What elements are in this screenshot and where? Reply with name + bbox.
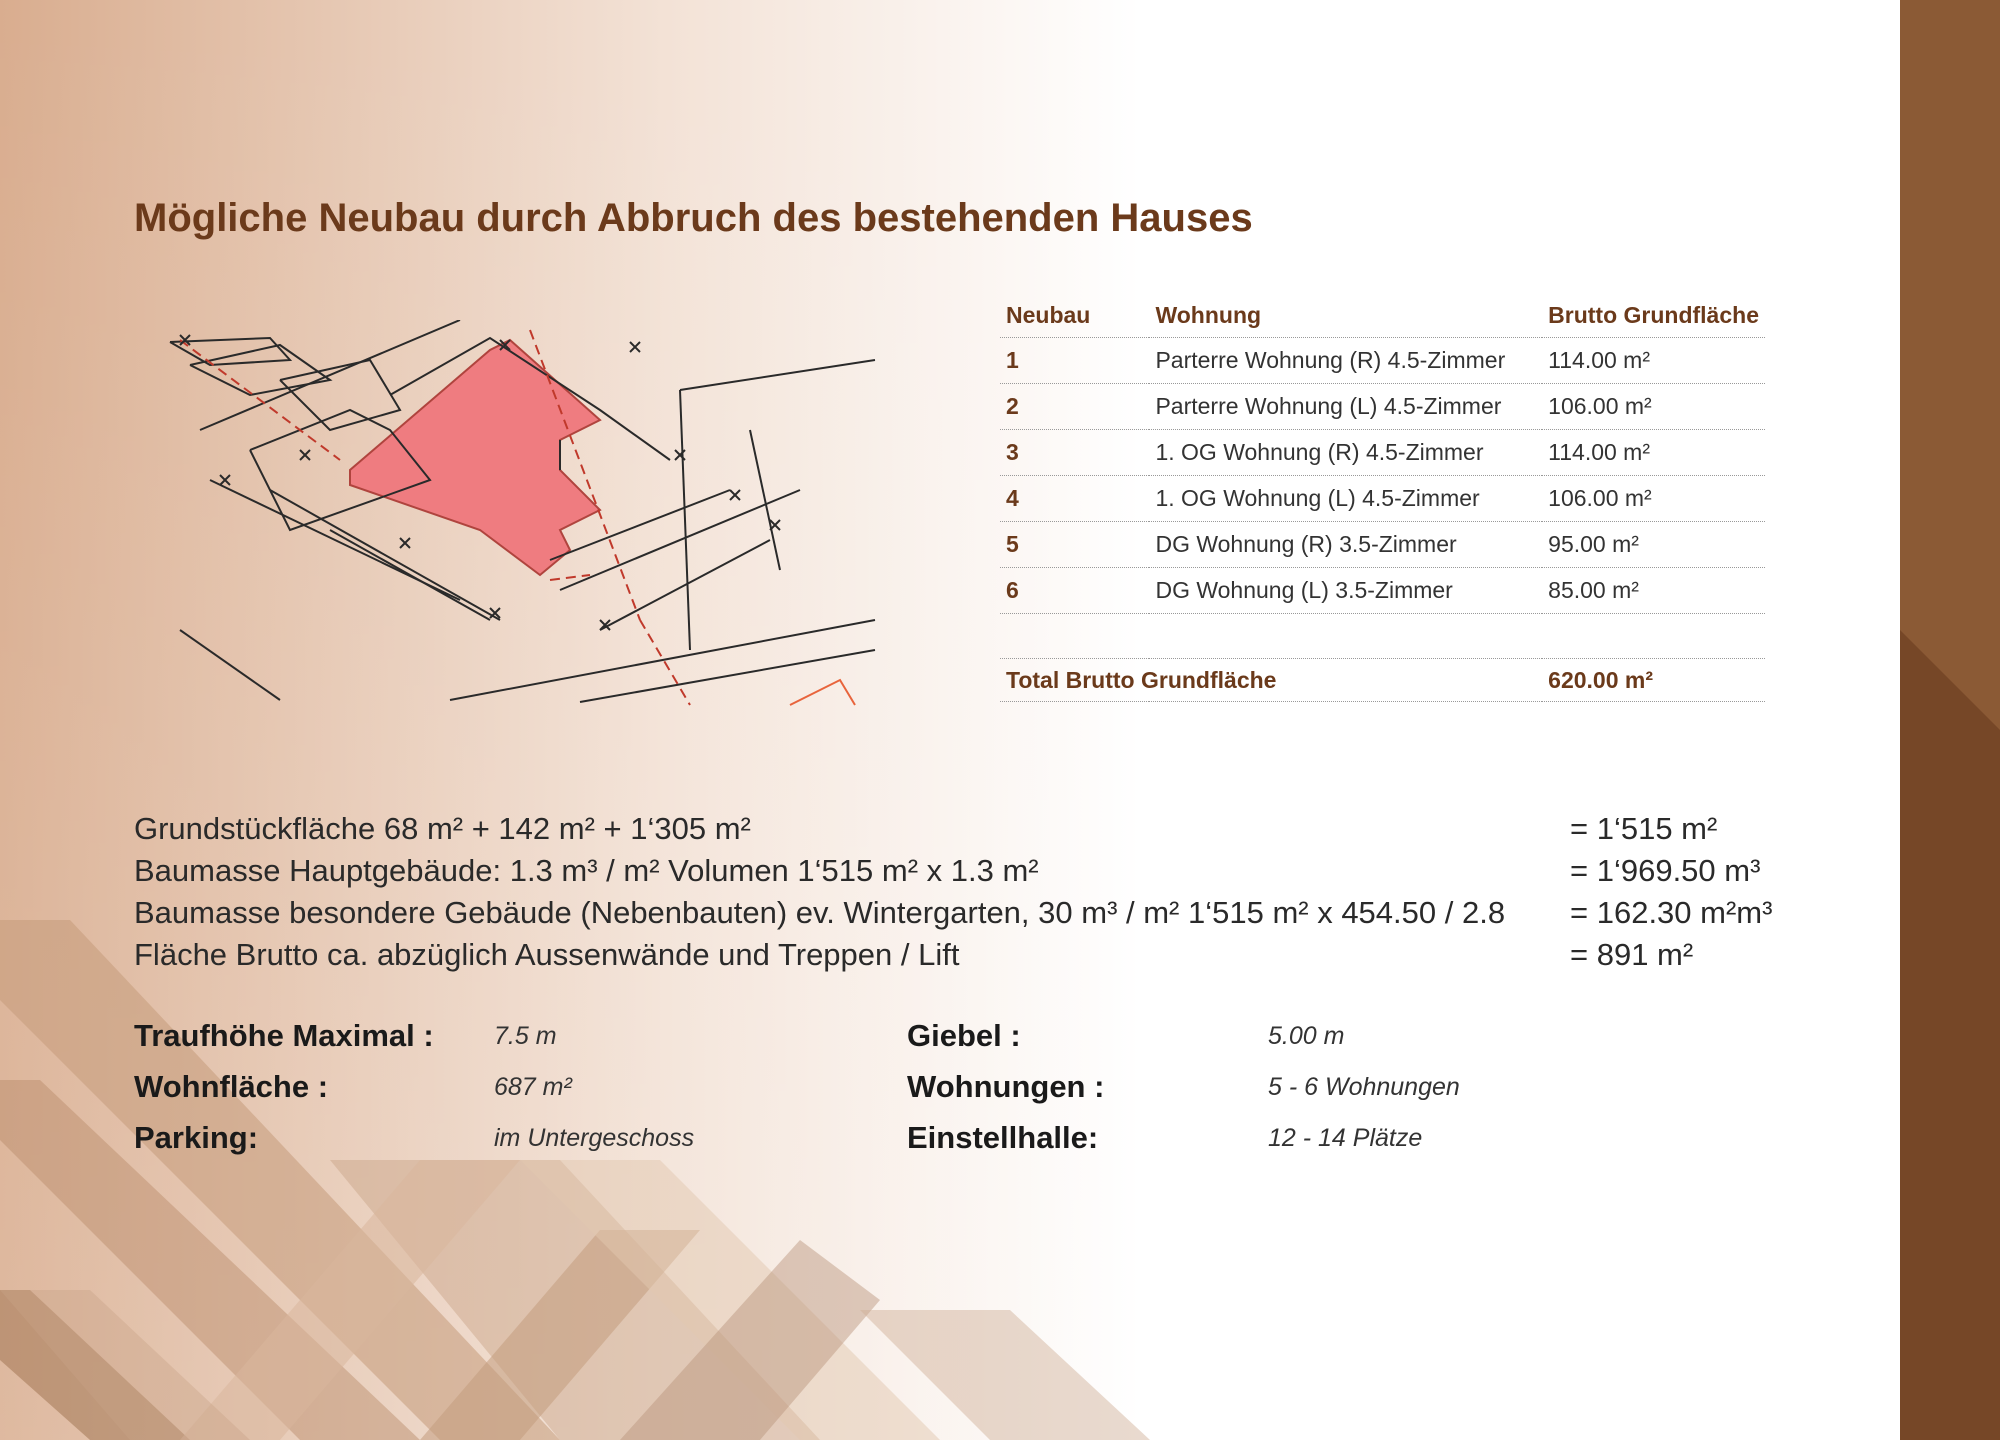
header-neubau: Neubau xyxy=(1000,290,1149,338)
calc-row-grundstueck xyxy=(134,808,1794,850)
table-spacer-row xyxy=(1000,614,1765,659)
row-wohnung: Parterre Wohnung (R) 4.5-Zimmer xyxy=(1149,338,1542,384)
total-label: Total Brutto Grundfläche xyxy=(1000,659,1542,702)
fact-label-parking: Parking: xyxy=(134,1120,259,1155)
sidebar xyxy=(1900,0,2000,1440)
row-flaeche: 95.00 m² xyxy=(1542,522,1765,568)
row-flaeche: 114.00 m² xyxy=(1542,430,1765,476)
row-number: 5 xyxy=(1000,522,1149,568)
fact-label-wohnflaeche: Wohnfläche : xyxy=(134,1069,329,1104)
total-value: 620.00 m² xyxy=(1542,659,1765,702)
calc-row-flaeche-brutto xyxy=(134,934,1794,976)
calc-row-nebenbauten xyxy=(134,892,1794,934)
calc-result: = 1‘969.50 m³ xyxy=(1570,853,1761,888)
table-row xyxy=(1000,568,1765,614)
table-row xyxy=(1000,384,1765,430)
calc-result: = 891 m² xyxy=(1570,937,1694,972)
table-total-row xyxy=(1000,659,1765,702)
table-row xyxy=(1000,522,1765,568)
calc-result: = 162.30 m²m³ xyxy=(1570,895,1773,930)
fact-value-einstellhalle: 12 - 14 Plätze xyxy=(1268,1124,1423,1152)
fact-label-traufhoehe: Traufhöhe Maximal : xyxy=(134,1018,434,1053)
row-flaeche: 85.00 m² xyxy=(1542,568,1765,614)
row-flaeche: 114.00 m² xyxy=(1542,338,1765,384)
table-row xyxy=(1000,430,1765,476)
calc-row-hauptgebaeude xyxy=(134,850,1794,892)
table-header-row xyxy=(1000,290,1765,338)
row-wohnung: DG Wohnung (L) 3.5-Zimmer xyxy=(1149,568,1542,614)
calc-result: = 1‘515 m² xyxy=(1570,811,1718,846)
fact-value-giebel: 5.00 m xyxy=(1268,1022,1345,1050)
fact-label-einstellhalle: Einstellhalle: xyxy=(907,1120,1099,1155)
units-table xyxy=(1000,290,1765,702)
row-wohnung: 1. OG Wohnung (L) 4.5-Zimmer xyxy=(1149,476,1542,522)
row-wohnung: DG Wohnung (R) 3.5-Zimmer xyxy=(1149,522,1542,568)
row-number: 4 xyxy=(1000,476,1149,522)
fact-label-giebel: Giebel : xyxy=(907,1018,1021,1053)
site-plan-drawing xyxy=(130,320,900,710)
row-number: 3 xyxy=(1000,430,1149,476)
calc-text: Baumasse besondere Gebäude (Nebenbauten) ev. Wintergarten, 30 m³ / m² 1‘515 m² x 454.50 / 2.8 xyxy=(134,895,1506,930)
row-flaeche: 106.00 m² xyxy=(1542,384,1765,430)
fact-value-parking: im Untergeschoss xyxy=(494,1124,695,1152)
calc-text: Fläche Brutto ca. abzüglich Aussenwände und Treppen / Lift xyxy=(134,937,960,972)
fact-value-wohnflaeche: 687 m² xyxy=(494,1073,572,1101)
row-number: 2 xyxy=(1000,384,1149,430)
fact-value-traufhoehe: 7.5 m xyxy=(494,1022,557,1050)
header-brutto-grundflaeche: Brutto Grundfläche xyxy=(1542,290,1765,338)
row-wohnung: Parterre Wohnung (L) 4.5-Zimmer xyxy=(1149,384,1542,430)
row-number: 1 xyxy=(1000,338,1149,384)
row-number: 6 xyxy=(1000,568,1149,614)
calculations xyxy=(134,808,1794,976)
calc-text: Baumasse Hauptgebäude: 1.3 m³ / m² Volumen 1‘515 m² x 1.3 m² xyxy=(134,853,1039,888)
table-row xyxy=(1000,476,1765,522)
fact-value-wohnungen: 5 - 6 Wohnungen xyxy=(1268,1073,1460,1101)
fact-label-wohnungen: Wohnungen : xyxy=(907,1069,1105,1104)
header-wohnung: Wohnung xyxy=(1149,290,1542,338)
row-flaeche: 106.00 m² xyxy=(1542,476,1765,522)
row-wohnung: 1. OG Wohnung (R) 4.5-Zimmer xyxy=(1149,430,1542,476)
new-building-footprint xyxy=(350,340,600,575)
page-title: Mögliche Neubau durch Abbruch des bestehenden Hauses xyxy=(134,196,1253,240)
table-row xyxy=(1000,338,1765,384)
calc-text: Grundstückfläche 68 m² + 142 m² + 1‘305 m² xyxy=(134,811,751,846)
